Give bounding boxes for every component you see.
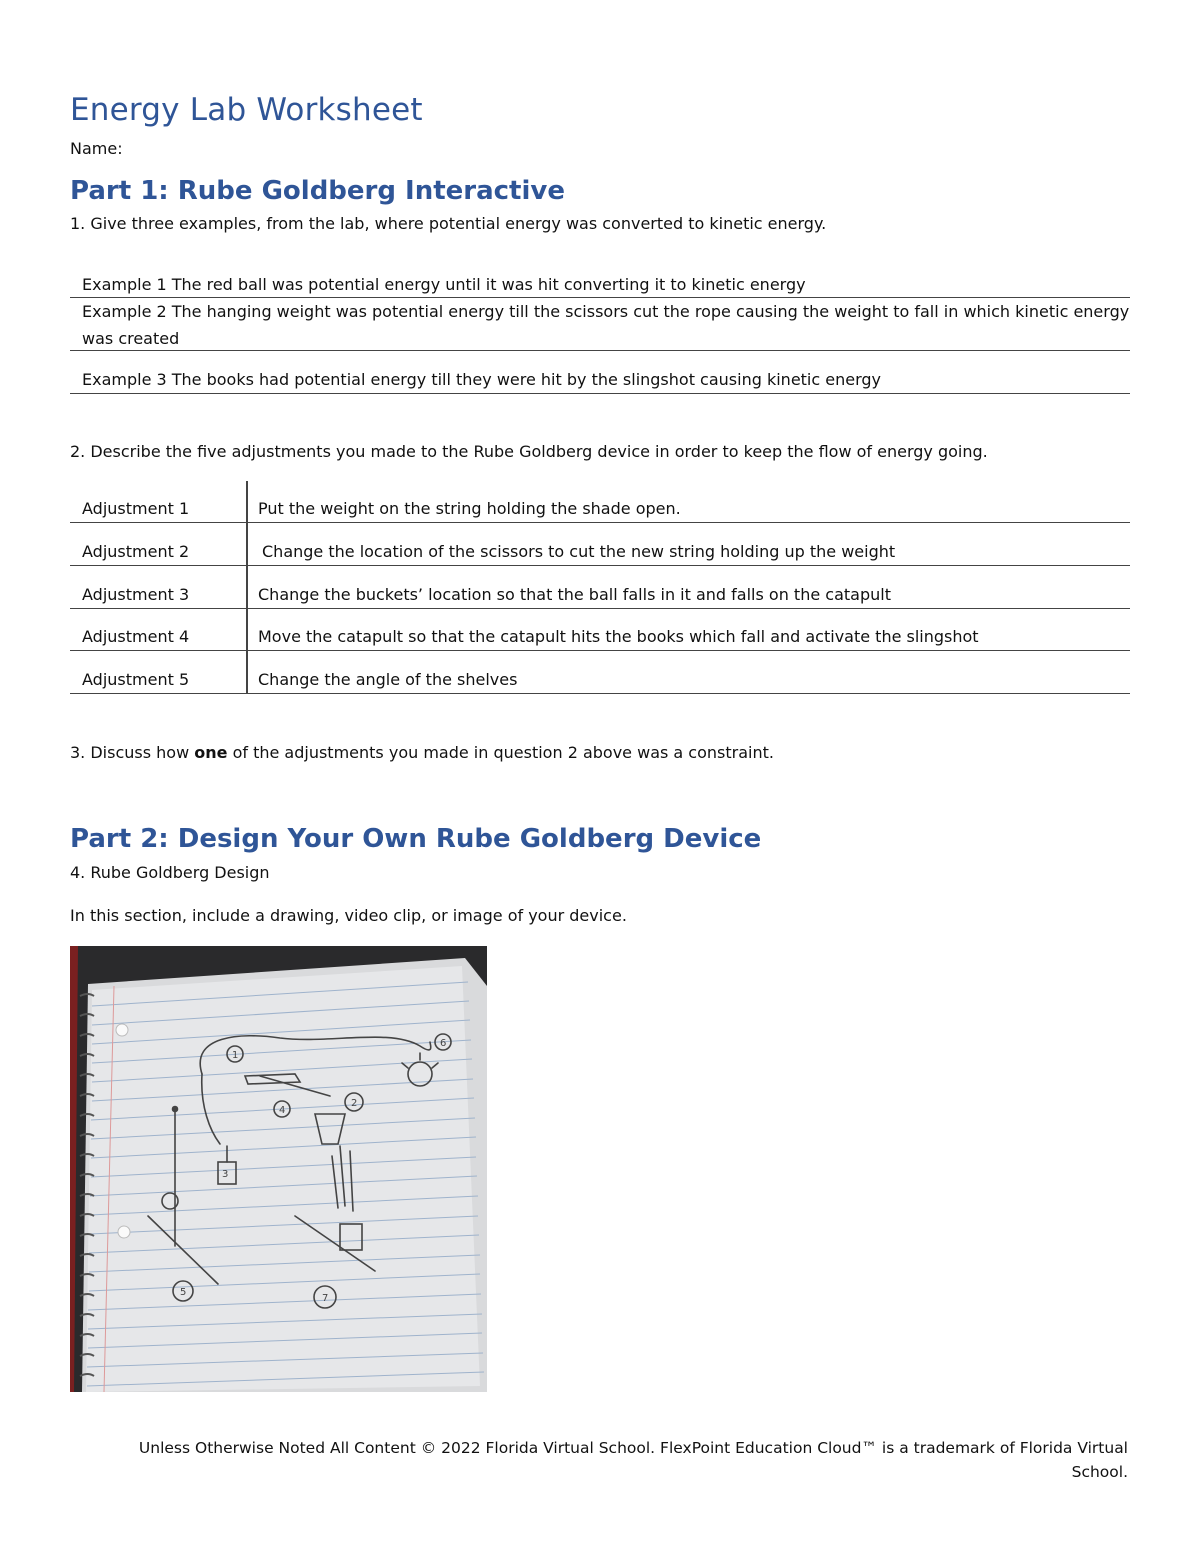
example-text: Example 2 The hanging weight was potential energy till the scissors cut the rope causing the weight to fall in which kinetic energy was created — [82, 302, 1130, 348]
example-row-1 — [70, 271, 1130, 298]
adjustment-text: Move the catapult so that the catapult hits the books which fall and activate the slingshot — [258, 627, 979, 646]
table-row — [70, 567, 1130, 609]
adjustment-label: Adjustment 2 — [82, 542, 190, 561]
name-label: Name: — [70, 139, 123, 158]
example-text: Example 1 The red ball was potential energy until it was hit converting it to kinetic energy — [82, 275, 806, 294]
footer-line-2: School. — [1071, 1463, 1128, 1481]
instruction-text: In this section, include a drawing, video clip, or image of your device. — [70, 906, 627, 925]
sketch-label: 7 — [322, 1293, 329, 1304]
adjustment-label: Adjustment 4 — [82, 627, 190, 646]
sketch-label: 1 — [232, 1050, 239, 1061]
adjustment-label: Adjustment 5 — [82, 670, 190, 689]
design-photo — [70, 946, 487, 1392]
example-row-2 — [70, 298, 1130, 351]
adjustment-text: Change the buckets’ location so that the ball falls in it and falls on the catapult — [258, 585, 891, 604]
question-3-text-end: of the adjustments you made in question 2 above was a constraint. — [227, 743, 774, 762]
part1-heading: Part 1: Rube Goldberg Interactive — [70, 176, 565, 206]
question-4: 4. Rube Goldberg Design — [70, 863, 270, 882]
footer-line-1: Unless Otherwise Noted All Content © 2022 Florida Virtual School. FlexPoint Education Cloud™ is a trademark of Florida Virtual — [138, 1439, 1128, 1457]
sketch-label: 3 — [222, 1169, 229, 1180]
adjustment-text: Put the weight on the string holding the shade open. — [258, 499, 681, 518]
adjustment-label: Adjustment 1 — [82, 499, 190, 518]
question-2: 2. Describe the five adjustments you made to the Rube Goldberg device in order to keep the flow of energy going. — [70, 442, 988, 461]
question-3-text: 3. Discuss how — [70, 743, 195, 762]
question-1: 1. Give three examples, from the lab, where potential energy was converted to kinetic energy. — [70, 214, 827, 233]
table-row — [70, 481, 1130, 523]
table-row — [70, 652, 1130, 694]
sketch-label: 6 — [440, 1038, 447, 1049]
footer — [78, 1436, 1128, 1484]
question-3 — [70, 743, 774, 762]
sketch-label: 2 — [351, 1098, 358, 1109]
part2-heading: Part 2: Design Your Own Rube Goldberg Device — [70, 824, 762, 854]
table-row — [70, 609, 1130, 651]
adjustment-text: Change the location of the scissors to cut the new string holding up the weight — [262, 542, 896, 561]
table-row — [70, 524, 1130, 566]
example-text: Example 3 The books had potential energy till they were hit by the slingshot causing kinetic energy — [82, 370, 882, 389]
page-title: Energy Lab Worksheet — [70, 92, 423, 128]
adjustment-text: Change the angle of the shelves — [258, 670, 518, 689]
sketch-label: 4 — [279, 1105, 286, 1116]
adjustment-label: Adjustment 3 — [82, 585, 190, 604]
example-row-3 — [70, 366, 1130, 394]
sketch-label: 5 — [180, 1287, 187, 1298]
question-3-emphasis: one — [194, 743, 228, 762]
